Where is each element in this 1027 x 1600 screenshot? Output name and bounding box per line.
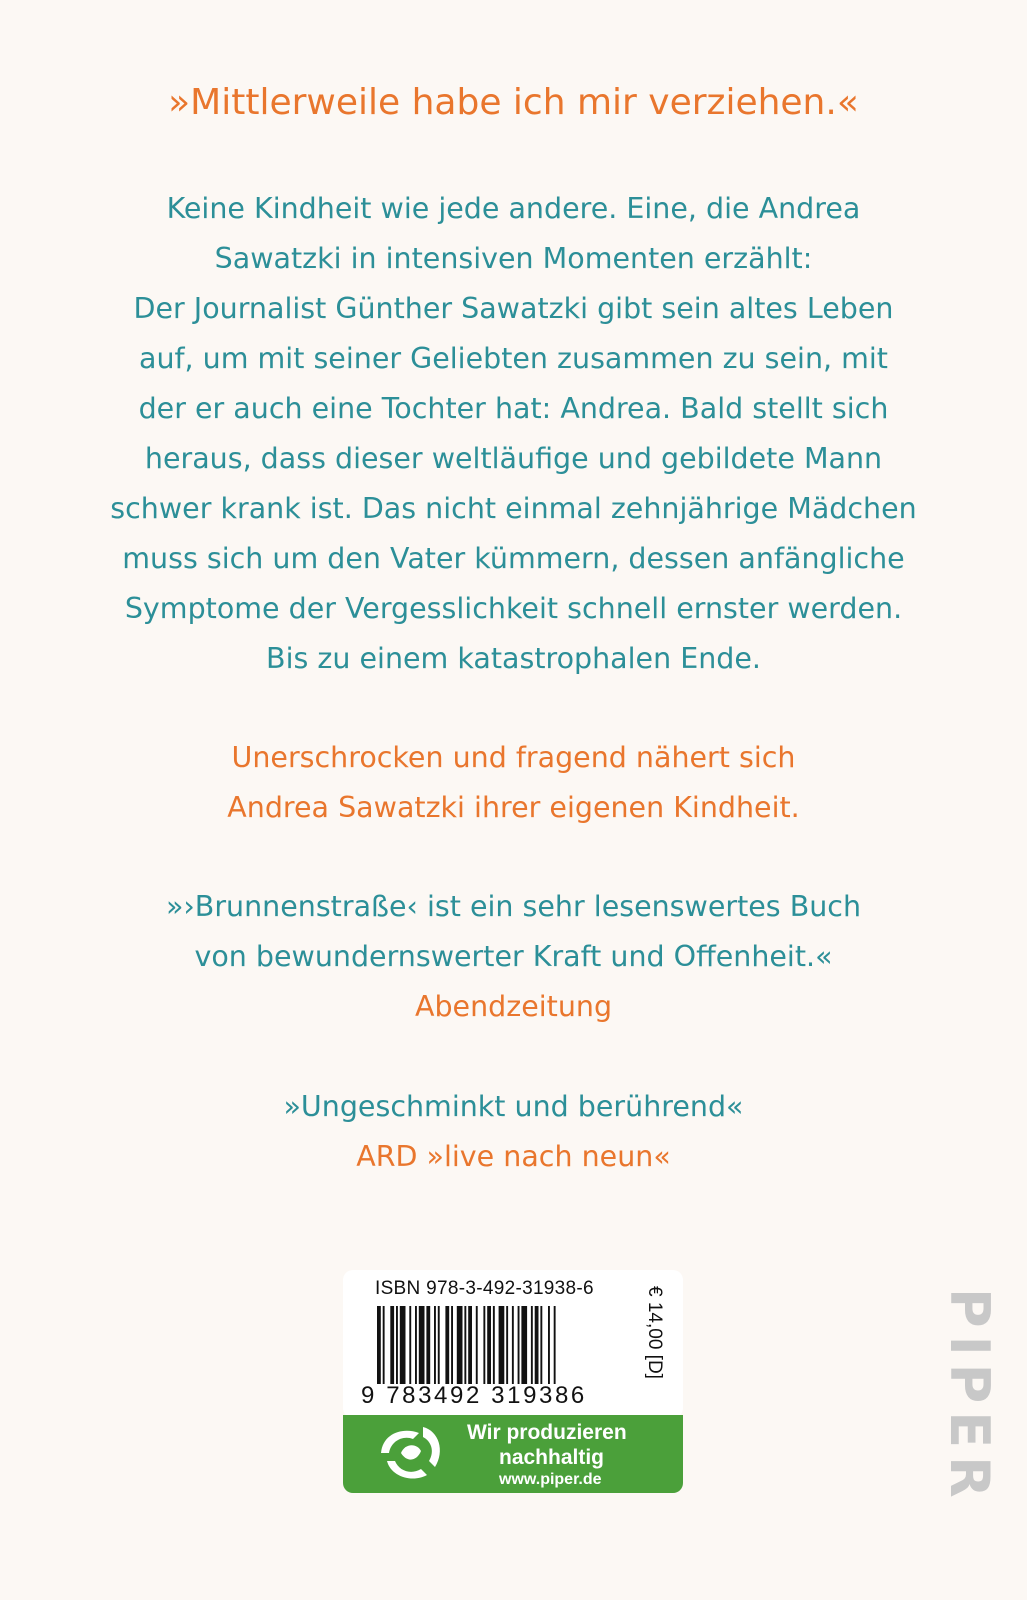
sustainability-badge (343, 1415, 683, 1493)
headline-quote: »Mittlerweile habe ich mir verziehen.« (168, 82, 859, 123)
tagline-line: Andrea Sawatzki ihrer eigenen Kindheit. (227, 791, 800, 824)
blurb-line: heraus, dass dieser weltläufige und gebildete Mann (144, 442, 883, 475)
blurb-line: auf, um mit seiner Geliebten zusammen zu sein, mit (138, 342, 888, 375)
quote-line: von bewundernswerter Kraft und Offenheit.« (194, 940, 833, 973)
blurb-line: Bis zu einem katastrophalen Ende. (266, 642, 761, 675)
blurb-line: Der Journalist Günther Sawatzki gibt sein altes Leben (133, 292, 894, 325)
quote-source: ARD »live nach neun« (356, 1140, 671, 1173)
blurb-line: muss sich um den Vater kümmern, dessen anfängliche (122, 542, 905, 575)
blurb-line: Keine Kindheit wie jede andere. Eine, die Andrea (166, 192, 861, 225)
quote-source: Abendzeitung (414, 990, 613, 1023)
tagline-line: Unerschrocken und fragend nähert sich (231, 741, 796, 774)
review-quote-abendzeitung (0, 882, 1027, 1032)
leaf-recycle-icon (373, 1423, 449, 1485)
blurb-text (0, 184, 1027, 684)
quote-line: »›Brunnenstraße‹ ist ein sehr lesenswertes Buch (165, 890, 862, 923)
tagline (0, 733, 1027, 833)
blurb-line: Sawatzki in intensiven Momenten erzählt: (214, 242, 813, 275)
sustainability-line2: nachhaltig (499, 1446, 605, 1469)
blurb-line: der er auch eine Tochter hat: Andrea. Bald stellt sich (138, 392, 889, 425)
ean-digits: 9 783492 319386 (361, 1382, 587, 1409)
quote-line: »Ungeschminkt und berührend« (283, 1090, 744, 1123)
sustainability-line1: Wir produzieren (467, 1421, 627, 1444)
isbn-number: ISBN 978-3-492-31938-6 (375, 1278, 594, 1299)
publisher-logo: PIPER (938, 1288, 1001, 1506)
blurb-line: schwer krank ist. Das nicht einmal zehnjährige Mädchen (110, 492, 917, 525)
barcode-panel (343, 1270, 683, 1418)
price-label: € 14,00 [D] (644, 1286, 665, 1379)
blurb-line: Symptome der Vergesslichkeit schnell ernster werden. (124, 592, 903, 625)
barcode-bars (377, 1306, 627, 1384)
publisher-url: www.piper.de (499, 1471, 602, 1488)
review-quote-ard (0, 1082, 1027, 1182)
